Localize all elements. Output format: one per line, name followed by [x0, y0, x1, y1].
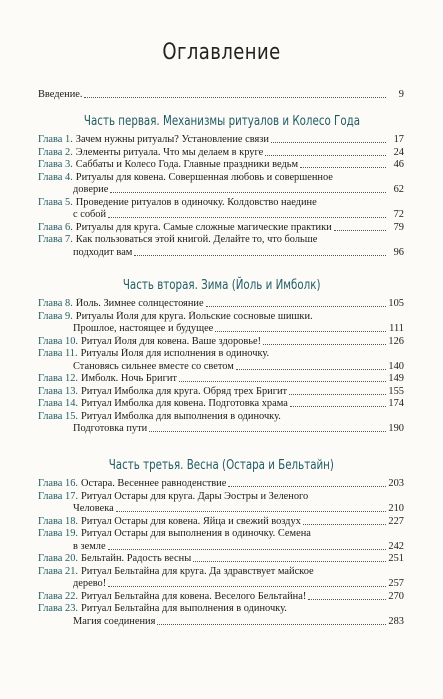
page-number: 149: [388, 373, 404, 385]
leader-dots: [108, 586, 386, 587]
leader-dots: [206, 306, 386, 307]
leader-dots: [110, 192, 386, 193]
page-number: 17: [393, 134, 404, 145]
page-number: 203: [388, 478, 404, 489]
toc-entry[interactable]: [38, 491, 404, 503]
chapter-title: Зачем нужны ритуалы? Установление связи: [75, 134, 269, 145]
chapter-title: Как пользоваться этой книгой. Делайте то, что больше: [75, 234, 318, 246]
chapter-title: Йоль. Зимнее солнцестояние: [75, 298, 204, 309]
toc-entry[interactable]: [38, 528, 404, 540]
leader-dots: [215, 331, 386, 332]
page-number: 72: [393, 209, 404, 221]
chapter-title: Ритуал Имболка для выполнения в одиночку.: [81, 410, 281, 422]
page-number: 140: [388, 360, 404, 372]
toc-entry[interactable]: [38, 478, 404, 490]
toc-entry[interactable]: [38, 348, 404, 360]
part-heading-3: Часть третья. Весна (Остара и Бельтайн): [108, 458, 335, 473]
page-number: 24: [393, 146, 404, 158]
toc-entry[interactable]: [38, 323, 404, 335]
chapter-title: Магия соединения: [73, 616, 156, 628]
toc-entry[interactable]: [38, 553, 404, 565]
chapter-title: Подготовка пути: [73, 423, 148, 435]
leader-dots: [84, 97, 386, 98]
leader-dots: [157, 624, 386, 625]
chapter-title: Ритуал Остары для выполнения в одиночку. Семена: [81, 528, 311, 540]
page-number: 227: [388, 515, 404, 527]
toc-entry[interactable]: [38, 516, 404, 528]
chapter-title: Саббаты и Колесо Года. Главные праздники ведьм: [75, 159, 299, 171]
chapter-label: Глава 14.: [38, 398, 78, 410]
chapter-title: подходит вам: [73, 246, 133, 258]
chapter-title: Ритуал Имболка для круга. Обряд трех Бригит: [81, 385, 288, 397]
toc-entry[interactable]: [38, 361, 404, 373]
chapter-label: Глава 19.: [38, 528, 78, 540]
toc-entry[interactable]: [38, 566, 404, 578]
leader-dots: [149, 431, 386, 432]
page-number: 270: [388, 590, 404, 602]
leader-dots: [193, 561, 386, 562]
chapter-title: дерево!: [73, 578, 107, 590]
chapter-title: Ритуал Бельтайна для выполнения в одиночку.: [81, 603, 287, 615]
chapter-title: в земле: [73, 540, 106, 552]
chapter-label: Глава 13.: [38, 385, 78, 397]
chapter-label: Глава 6.: [38, 221, 73, 233]
toc-entry[interactable]: [38, 541, 404, 553]
leader-dots: [289, 394, 386, 395]
page-number: 62: [393, 184, 404, 196]
leader-dots: [236, 369, 386, 370]
chapter-title: Ритуалы для ковена. Совершенная любовь и совершенное: [75, 171, 333, 183]
part-2-list: [38, 298, 404, 436]
chapter-title: Ритуалы для круга. Самые сложные магические практики: [75, 221, 332, 233]
toc-entry[interactable]: [38, 411, 404, 423]
toc-entry[interactable]: [38, 398, 404, 410]
page-number: 96: [393, 246, 404, 258]
chapter-title: Ритуал Остары для круга. Дары Эостры и Зеленого: [81, 490, 309, 502]
chapter-label: Глава 18.: [38, 515, 78, 527]
page-title: Оглавление: [162, 40, 281, 65]
chapter-title: Ритуал Йоля для ковена. Ваше здоровье!: [81, 335, 262, 347]
chapter-label: Глава 7.: [38, 234, 73, 246]
chapter-label: Глава 2.: [38, 146, 73, 158]
toc-entry[interactable]: [38, 134, 404, 146]
chapter-label: Глава 23.: [38, 603, 78, 615]
toc-entry[interactable]: [38, 386, 404, 398]
toc-entry[interactable]: [38, 298, 404, 310]
chapter-label: Глава 11.: [38, 348, 78, 360]
chapter-label: Глава 4.: [38, 171, 73, 183]
part-heading-2: Часть вторая. Зима (Йоль и Имболк): [122, 278, 321, 293]
toc-entry[interactable]: [38, 209, 404, 221]
leader-dots: [228, 486, 386, 487]
toc-entry[interactable]: [38, 184, 404, 196]
toc-entry[interactable]: [38, 222, 404, 234]
toc-entry[interactable]: [38, 603, 404, 615]
page-number: 155: [388, 385, 404, 397]
chapter-title: Имболк. Ночь Бригит: [81, 373, 177, 385]
toc-entry[interactable]: [38, 503, 404, 515]
page-number: 251: [388, 553, 404, 565]
chapter-title: Ритуал Имболка для ковена. Подготовка храма: [81, 398, 288, 410]
leader-dots: [179, 381, 386, 382]
chapter-label: Глава 8.: [38, 298, 73, 309]
chapter-title: Элементы ритуала. Что мы делаем в круге: [75, 146, 264, 158]
part-heading-1: Часть первая. Механизмы ритуалов и Колесо Года: [83, 114, 360, 129]
page-number: 174: [388, 398, 404, 410]
page-number: 257: [388, 578, 404, 590]
page-number: 79: [393, 221, 404, 233]
chapter-label: Глава 20.: [38, 553, 78, 565]
toc-entry[interactable]: [38, 591, 404, 603]
part-1-list: [38, 134, 404, 259]
chapter-title: Остара. Весеннее равноденствие: [81, 478, 227, 489]
toc-entry[interactable]: [38, 336, 404, 348]
toc-entry[interactable]: [38, 373, 404, 385]
chapter-label: Глава 3.: [38, 159, 73, 171]
chapter-label: Глава 17.: [38, 490, 78, 502]
intro-label: Введение.: [38, 89, 83, 100]
leader-dots: [263, 344, 386, 345]
page-number: 111: [389, 323, 404, 335]
chapter-title: с собой: [73, 209, 107, 221]
chapter-title: Ритуалы Йоля для исполнения в одиночку.: [80, 348, 270, 360]
chapter-title: Бельтайн. Радость весны: [81, 553, 192, 565]
leader-dots: [134, 255, 386, 256]
chapter-label: Глава 21.: [38, 565, 78, 577]
toc-entry[interactable]: [38, 247, 404, 259]
intro-entry[interactable]: [38, 89, 404, 101]
chapter-title: Проведение ритуалов в одиночку. Колдовство наедине: [75, 196, 317, 208]
toc-entry[interactable]: [38, 197, 404, 209]
part-3-list: [38, 478, 404, 629]
leader-dots: [334, 230, 386, 231]
toc-entry[interactable]: [38, 616, 404, 628]
chapter-title: доверие: [73, 184, 109, 196]
intro-page: 9: [398, 89, 404, 100]
toc-entry[interactable]: [38, 423, 404, 435]
chapter-title: Ритуал Бельтайна для круга. Да здравствует майское: [81, 565, 314, 577]
chapter-label: Глава 1.: [38, 134, 73, 145]
leader-dots: [265, 155, 386, 156]
leader-dots: [303, 524, 386, 525]
chapter-title: Ритуалы Йоля для круга. Йольские сосновые шишки.: [75, 310, 313, 322]
toc-entry[interactable]: [38, 311, 404, 323]
leader-dots: [300, 167, 386, 168]
chapter-label: Глава 10.: [38, 335, 78, 347]
leader-dots: [308, 599, 386, 600]
leader-dots: [108, 217, 386, 218]
chapter-title: Ритуал Остары для ковена. Яйца и свежий воздух: [81, 515, 301, 527]
toc-entry[interactable]: [38, 234, 404, 246]
toc-entry[interactable]: [38, 147, 404, 159]
page-number: 46: [393, 159, 404, 171]
chapter-title: Прошлое, настоящее и будущее: [73, 323, 214, 335]
chapter-label: Глава 9.: [38, 310, 73, 322]
chapter-label: Глава 15.: [38, 410, 78, 422]
chapter-label: Глава 5.: [38, 196, 73, 208]
toc-entry[interactable]: [38, 159, 404, 171]
page-number: 283: [388, 616, 404, 628]
chapter-label: Глава 16.: [38, 478, 78, 489]
chapter-label: Глава 12.: [38, 373, 78, 385]
page-number: 105: [388, 298, 404, 309]
leader-dots: [116, 511, 386, 512]
chapter-title: Становясь сильнее вместе со светом: [73, 360, 234, 372]
page-number: 126: [388, 335, 404, 347]
page-number: 242: [388, 540, 404, 552]
chapter-title: Ритуал Бельтайна для ковена. Веселого Бельтайна!: [81, 590, 307, 602]
page-number: 210: [388, 503, 404, 515]
toc-entry[interactable]: [38, 172, 404, 184]
leader-dots: [290, 406, 386, 407]
toc-entry[interactable]: [38, 578, 404, 590]
page-number: 190: [388, 423, 404, 435]
leader-dots: [108, 549, 386, 550]
chapter-label: Глава 22.: [38, 590, 78, 602]
chapter-title: Человека: [73, 503, 114, 515]
leader-dots: [271, 142, 386, 143]
